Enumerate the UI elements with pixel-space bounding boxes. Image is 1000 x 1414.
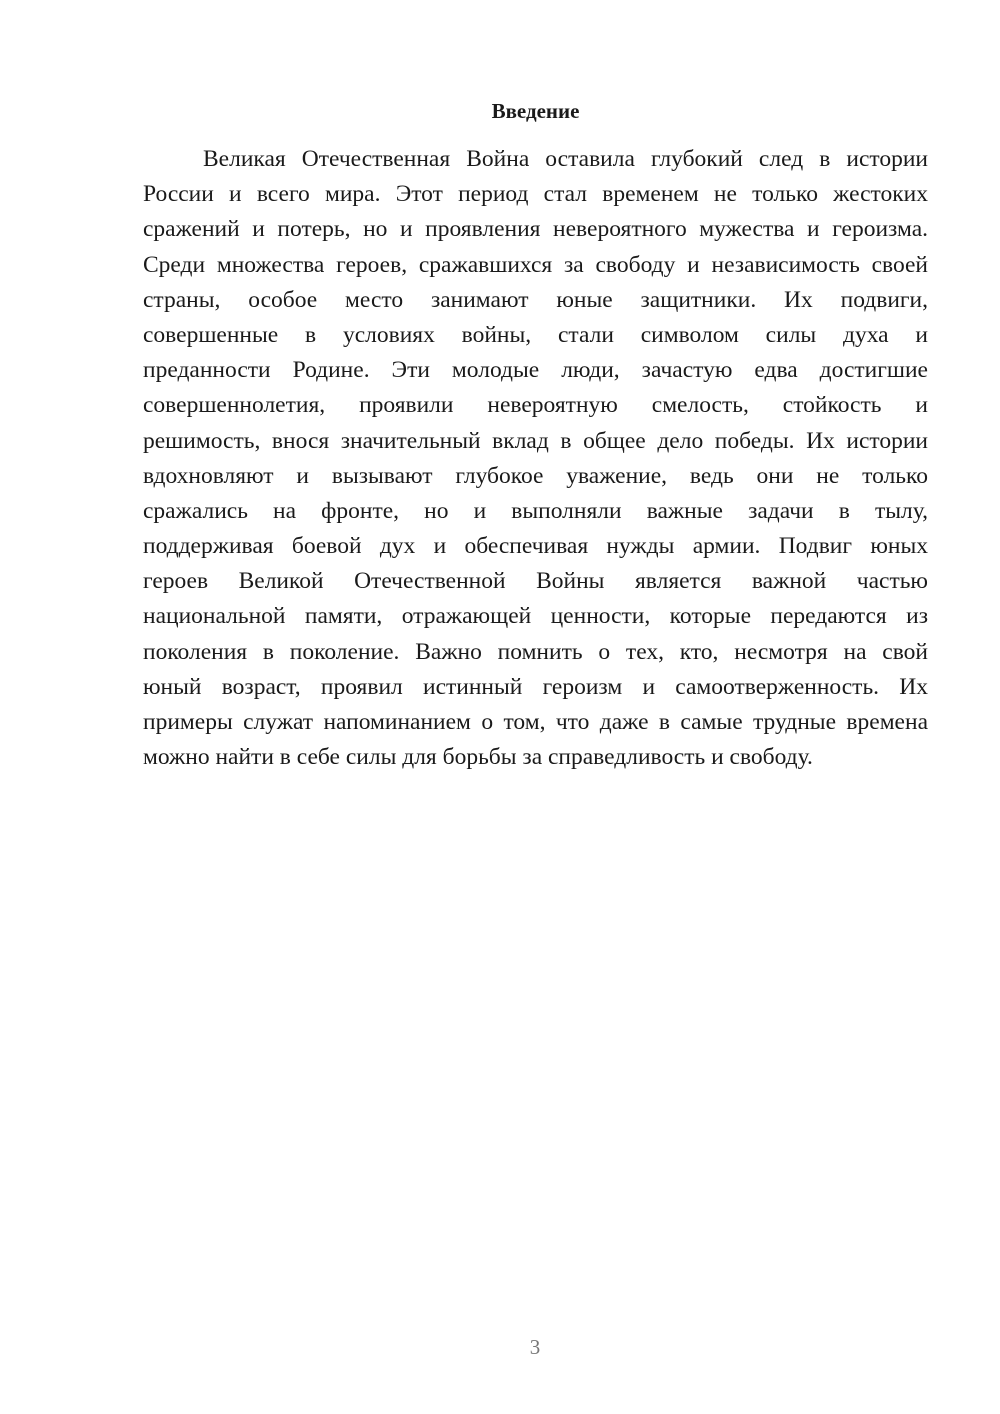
- paragraph-line: можно найти в себе силы для борьбы за справедливость и свободу.: [143, 744, 813, 771]
- paragraph-line: национальной памяти, отражающей ценности, которые передаются из: [143, 603, 928, 630]
- paragraph-line: Великая Отечественная Война оставила глубокий след в истории: [203, 146, 928, 172]
- paragraph-line: вдохновляют и вызывают глубокое уважение, ведь они не только: [143, 462, 928, 489]
- paragraph-line: сражались на фронте, но и выполняли важные задачи в тылу,: [143, 497, 928, 524]
- paragraph-line: совершеннолетия, проявили невероятную смелость, стойкость и: [143, 392, 928, 419]
- paragraph-line: сражений и потерь, но и проявления невероятного мужества и героизма.: [143, 216, 928, 243]
- paragraph-line: решимость, внося значительный вклад в общее дело победы. Их истории: [143, 427, 928, 454]
- paragraph-line: юный возраст, проявил истинный героизм и самоотверженность. Их: [143, 673, 928, 700]
- body-paragraph: [143, 142, 928, 775]
- paragraph-line: поколения в поколение. Важно помнить о тех, кто, несмотря на свой: [143, 638, 928, 665]
- paragraph-line: поддерживая боевой дух и обеспечивая нужды армии. Подвиг юных: [143, 533, 928, 560]
- section-heading: Введение: [491, 99, 580, 123]
- paragraph-line: России и всего мира. Этот период стал временем не только жестоких: [143, 181, 928, 208]
- paragraph-line: преданности Родине. Эти молодые люди, зачастую едва достигшие: [143, 357, 928, 384]
- paragraph-line: совершенные в условиях войны, стали символом силы духа и: [143, 321, 928, 348]
- paragraph-line: Среди множества героев, сражавшихся за свободу и независимость своей: [143, 251, 928, 278]
- page-number: 3: [529, 1335, 541, 1359]
- paragraph-line: героев Великой Отечественной Войны является важной частью: [143, 568, 928, 595]
- paragraph-line: страны, особое место занимают юные защитники. Их подвиги,: [143, 286, 928, 313]
- paragraph-line: примеры служат напоминанием о том, что даже в самые трудные времена: [143, 709, 928, 735]
